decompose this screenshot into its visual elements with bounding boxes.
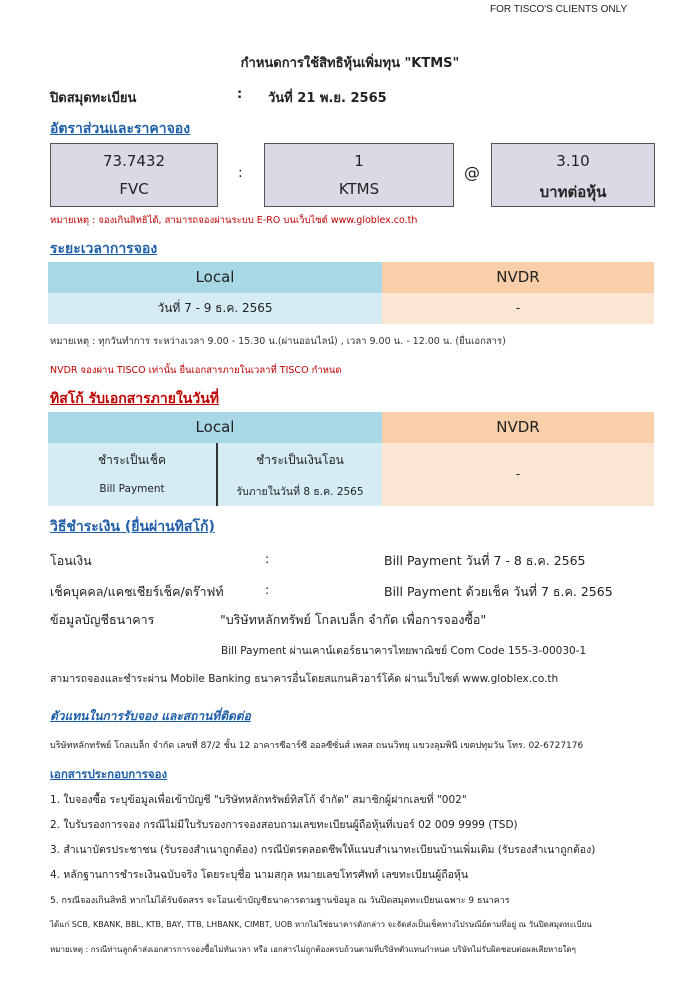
docs-cheque-cell bbox=[48, 443, 218, 506]
bank-account-name: "บริษัทหลักทรัพย์ โกลเบล็ก จำกัด เพื่อการจองซื้อ" bbox=[220, 612, 487, 627]
bank-account-label: ข้อมูลบัญชีธนาคาร bbox=[50, 612, 155, 627]
document-item: 4. หลักฐานการชำระเงินฉบับจริง โดยระบุชื่อ นามสกุล หมายเลขโทรศัพท์ เลขทะเบียนผู้ถือหุ้น bbox=[50, 869, 469, 881]
docs-transfer-value: รับภายในวันที่ 8 ธ.ค. 2565 bbox=[236, 486, 364, 498]
ratio-box-price bbox=[491, 143, 655, 207]
payment-heading: วิธีชำระเงิน (ยื่นผ่านทิสโก้) bbox=[50, 519, 215, 535]
docs-local-header: Local bbox=[48, 412, 382, 443]
agent-address: บริษัทหลักทรัพย์ โกลเบล็ก จำกัด เลขที่ 87/2 ชั้น 12 อาคารซีอาร์ซี ออลซีซั่นส์ เพลส ถนนวิทยุ แขวงลุมพินี เขตปทุมวัน โทร. 02-6727176 bbox=[50, 741, 584, 751]
ratio-fvc-value: 73.7432 bbox=[102, 152, 166, 170]
document-item: 1. ใบจองซื้อ ระบุข้อมูลเพื่อเข้าบัญชี "บริษัทหลักทรัพย์ทิสโก้ จำกัด" สมาชิกผู้ฝากเลขที่ "002" bbox=[50, 794, 467, 806]
documents-heading: เอกสารประกอบการจอง bbox=[50, 767, 168, 781]
docs-transfer-cell bbox=[218, 443, 382, 506]
agent-heading: ตัวแทนในการรับจอง และสถานที่ติดต่อ bbox=[50, 709, 251, 723]
period-local-value: วันที่ 7 - 9 ธ.ค. 2565 bbox=[48, 293, 382, 324]
period-nvdr-header: NVDR bbox=[382, 262, 654, 293]
period-note: หมายเหตุ : ทุกวันทำการ ระหว่างเวลา 9.00 - 15.30 น.(ผ่านออนไลน์) , เวลา 9.00 น. - 12.00 น. (ยื่นเอกสาร) bbox=[50, 336, 506, 347]
period-table bbox=[48, 262, 654, 324]
document-item-5: 5. กรณีจองเกินสิทธิ หากไม่ได้รับจัดสรร จะโอนเข้าบัญชีธนาคารตามฐานข้อมูล ณ วันปิดสมุดทะเบียนเฉพาะ 9 ธนาคาร bbox=[50, 896, 510, 906]
ratio-heading: อัตราส่วนและราคาจอง bbox=[50, 121, 191, 137]
ratio-ktms-unit: KTMS bbox=[338, 180, 380, 198]
closing-date: วันที่ 21 พ.ย. 2565 bbox=[268, 91, 387, 106]
ratio-price-unit: บาทต่อหุ้น bbox=[539, 183, 607, 201]
ratio-at-sign: @ bbox=[464, 163, 480, 182]
docs-transfer-label: ชำระเป็นเงินโอน bbox=[256, 453, 344, 467]
nvdr-note: NVDR จองผ่าน TISCO เท่านั้น ยื่นเอกสารภายในเวลาที่ TISCO กำหนด bbox=[50, 365, 342, 376]
period-heading: ระยะเวลาการจอง bbox=[50, 241, 158, 257]
payment-cheque-value: Bill Payment ด้วยเช็ค วันที่ 7 ธ.ค. 2565 bbox=[384, 584, 613, 599]
final-disclaimer: หมายเหตุ : กรณีท่านลูกค้าส่งเอกสารการจองซื้อไม่ทันเวลา หรือ เอกสารไม่ถูกต้องครบถ้วนตามที่บริษัทตัวแทนกำหนด บริษัทไม่รับผิดชอบต่อผลเสียหายใดๆ bbox=[50, 945, 576, 954]
bank-account-detail: Bill Payment ผ่านเคาน์เตอร์ธนาคารไทยพาณิชย์ Com Code 155-3-00030-1 bbox=[221, 645, 587, 657]
clients-only-note: FOR TISCO'S CLIENTS ONLY bbox=[490, 4, 628, 15]
ratio-box-ktms bbox=[264, 143, 454, 207]
payment-cheque-colon: : bbox=[265, 582, 270, 597]
closing-label: ปิดสมุดทะเบียน bbox=[50, 91, 137, 106]
document-item-5-banks: ได้แก่ SCB, KBANK, BBL, KTB, BAY, TTB, LHBANK, CIMBT, UOB หากไม่ใช่ธนาคารดังกล่าว จะจัดส่งเป็นเช็คทางไปรษณีย์ตามที่อยู่ ณ วันปิดสมุดทะเบียน bbox=[50, 920, 592, 929]
docs-cheque-label: ชำระเป็นเช็ค bbox=[98, 453, 166, 467]
period-nvdr-value: - bbox=[382, 293, 654, 324]
docs-date-table bbox=[48, 412, 654, 506]
ratio-separator: : bbox=[238, 165, 243, 181]
docs-nvdr-header: NVDR bbox=[382, 412, 654, 443]
closing-colon: : bbox=[237, 87, 243, 102]
payment-transfer-value: Bill Payment วันที่ 7 - 8 ธ.ค. 2565 bbox=[384, 553, 586, 568]
document-item: 3. สำเนาบัตรประชาชน (รับรองสำเนาถูกต้อง) กรณีบัตรตลอดชีพให้แนบสำเนาทะเบียนบ้านเพิ่มเติม (รับรองสำเนาถูกต้อง) bbox=[50, 844, 596, 856]
ratio-fvc-unit: FVC bbox=[119, 180, 149, 198]
period-local-header: Local bbox=[48, 262, 382, 293]
mobile-banking-note: สามารถจองและชำระผ่าน Mobile Banking ธนาคารอื่นโดยสแกนคิวอาร์โค้ด ผ่านเว็บไซต์ www.globlex.co.th bbox=[50, 673, 559, 685]
docs-nvdr-value: - bbox=[382, 443, 654, 506]
ratio-ktms-value: 1 bbox=[354, 152, 364, 170]
docs-date-heading: ทิสโก้ รับเอกสารภายในวันที่ bbox=[50, 391, 220, 407]
page-title: กำหนดการใช้สิทธิหุ้นเพิ่มทุน "KTMS" bbox=[240, 56, 460, 71]
document-item: 2. ใบรับรองการจอง กรณีไม่มีใบรับรองการจองสอบถามเลขทะเบียนผู้ถือหุ้นที่เบอร์ 02 009 9999 (TSD) bbox=[50, 819, 518, 831]
ratio-box-fvc bbox=[50, 143, 218, 207]
ratio-price-value: 3.10 bbox=[556, 152, 590, 170]
payment-transfer-colon: : bbox=[265, 551, 270, 566]
docs-cheque-value: Bill Payment bbox=[99, 483, 165, 495]
payment-cheque-label: เช็คบุคคล/แคชเชียร์เช็ค/ดร๊าฟท์ bbox=[50, 584, 224, 599]
ratio-note: หมายเหตุ : จองเกินสิทธิได้, สามารถจองผ่านระบบ E-RO บนเว็บไซต์ www.globlex.co.th bbox=[50, 215, 418, 226]
payment-transfer-label: โอนเงิน bbox=[50, 553, 92, 568]
